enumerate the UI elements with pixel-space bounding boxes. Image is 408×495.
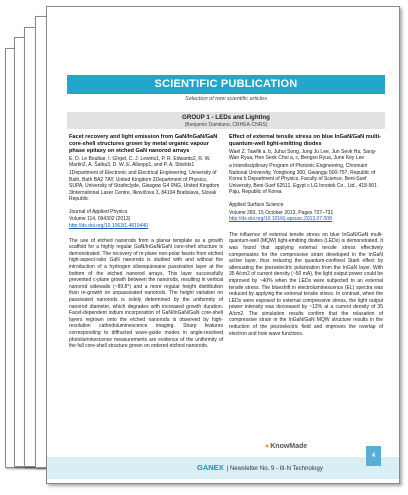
page-number: 4 bbox=[366, 446, 381, 466]
article-abstract: The influence of external tensile stress on blue InGaN/GaN multi-quantum-well (MQW) light-emitting diodes (LEDs) is demonstrated. It was found that applying external tensile stress effectively compensates for the compressive strain developed in the InGaN active layer, thus reducing the quantum-confined Stark effect by attenuating the piezoelectric polarization from the InGaN layer. With 35 A/cm2 of current density (~50 mA), the light output power could be improved by ~40% when the LEDs were subjected to an external tensile stress. The blueshift in electroluminescence (EL) spectra was reduced by applying the external tensile stress. In contrast, when the LEDs were exposed to external compressive stress, the light output power intensity was decreased by ~12% at a current density of 35 A/cm2. The simulation results confirm that the relaxation of compressive strain in the InGaN/GaN MQW structure results in the reduction of the piezoelectric field and improves the overlap of electron and hole wave functions. bbox=[229, 231, 383, 337]
group-header bbox=[67, 112, 385, 129]
article-column-left bbox=[69, 134, 223, 350]
group-title: GROUP 1 - LEDs and Lighting bbox=[182, 114, 270, 121]
article-affiliations: a Interdisciplinary Program of Photonic Engineering, Chonnam National University, Yongbong 300, Gwangju 500-757, Republic of Korea b Department of Physics, Faculty of Science, Beni-Suef University, Beni-Suef 62511, Egypt c LG Innotek Co., Ltd., 418-901 Paju, Republic of Korea bbox=[229, 163, 377, 196]
front-page bbox=[46, 6, 400, 484]
article-column-right bbox=[229, 134, 383, 337]
publication-subtitle: Selection of new scientific articles bbox=[185, 96, 267, 102]
article-journal: Journal of Applied Physics bbox=[69, 208, 128, 215]
footer-newsletter: | Newsletter No. 9 - III-N Technology bbox=[226, 466, 323, 472]
article-title: Effect of external tensile stress on blue InGaN/GaN multi-quantum-well light-emitting diodes bbox=[229, 134, 381, 147]
article-volume: Volume 283, 15 October 2013, Pages 727–731 bbox=[229, 209, 334, 216]
article-doi-link[interactable]: http://dx.doi.org/10.1016/j.apsusc.2013.07.008 bbox=[229, 216, 332, 223]
article-volume: Volume 114, 094302 (2013) bbox=[69, 216, 131, 223]
knowmade-logo bbox=[265, 443, 307, 450]
article-affiliations: 1Department of Electronic and Electrical Engineering, University of Bath, Bath BA2 7AY, United Kingdom 2Department of Physics, SUPA, University of Strathclyde, Glasgow G4 0NG, United Kingdom 3International Laser Centre, Ilkovičova 3, 84104 Bratislava, Slovak Republic bbox=[69, 169, 220, 203]
footer bbox=[197, 463, 323, 472]
logo-mark-icon: ● bbox=[265, 443, 270, 450]
publication-title: SCIENTIFIC PUBLICATION bbox=[67, 75, 385, 94]
article-authors: E. D. Le Boulbar, I. Gîrgel, C. J. Lewins1, P. R. Edwards2, R. W. Martin2, A. Šatka3, D. W. E. Allsopp1, and P. A. Shields1 bbox=[69, 155, 211, 169]
article-abstract: The use of etched nanorods from a planar template as a growth scaffold for a highly regular GaN/InGaN/GaN core-shell structure is demonstrated. The recovery of m-plane non-polar facets from etched high-aspect-ratio GaN nanorods is studied with and without the introduction of a hydrogen silsesquioxane passivation layer at the bottom of the etched nanorod arrays. This layer successfully prevented c-plane growth between the nanorods, resulting in vertical nanorod sidewalls (~89.8°) and a more regular height distribution than re-growth on unpassivated nanorods. The height variation on passivated nanorods is solely determined by the uniformity of nanorod diameter, which degrades with increased growth duration. Facet-dependent indium incorporation of GaN/InGaN/GaN core-shell layers regrown onto the etched nanorods is observed by high-resolution cathodoluminescence imaging. Sharp features corresponding to diffracted wave-guide modes in angle-resolved photoluminescence measurements are evidence of the uniformity of the full core-shell structure grown on ordered etched nanorods. bbox=[69, 237, 223, 350]
footer-brand: GANEX bbox=[197, 463, 224, 472]
article-title: Facet recovery and light emission from GaN/InGaN/GaN core-shell structures grown by metal organic vapour phase epitaxy on etched GaN nanorod arrays bbox=[69, 134, 218, 154]
article-journal: Applied Surface Science bbox=[229, 201, 284, 208]
group-editor: (Benjamin Damilano, CRHEA-CNRS) bbox=[184, 122, 268, 128]
article-doi-link[interactable]: http://dx.doi.org/10.1063/1.4819440 bbox=[69, 223, 148, 230]
article-authors: Wael Z. Tawfik a, b, Juhui Song, Jung Ju Lee, Jun Seok Ha, Sang-Wan Ryua, Hee Seok Choi a, c, Bengso Ryua, June Key Lee bbox=[229, 148, 377, 162]
logo-text: KnowMade bbox=[270, 443, 308, 450]
